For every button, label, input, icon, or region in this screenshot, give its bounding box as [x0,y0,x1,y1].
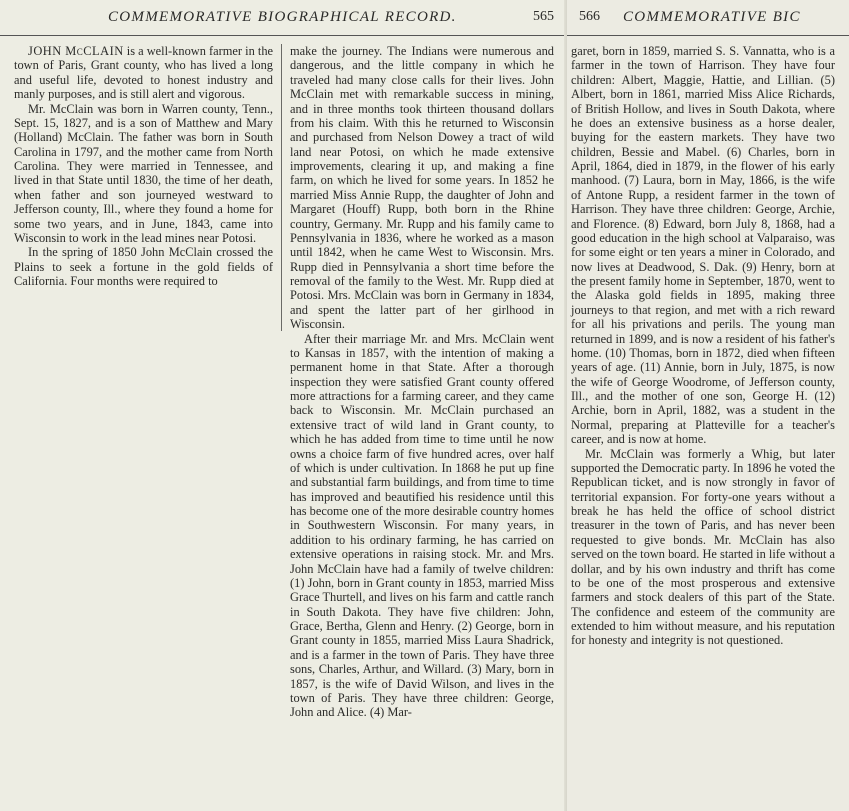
right-running-head: COMMEMORATIVE BIC [623,9,801,25]
column-divider [281,44,282,331]
subject-name: JOHN McCLAIN [28,44,124,58]
left-header-rule [0,35,567,36]
right-paragraph: Mr. McClain was formerly a Whig, but later supported the Democratic party. In 1896 he voted the Republican ticket, and is now strongly in favor of territorial expansion. For forty-one years without a break he has held the office of school district treasurer in the town of Paris, and has never been requested to give bonds. Mr. McClain has also served on the town board. He started in life without a dollar, and by his own industry and thrift has come to be one of the most prosperous and extensive farmers and stock dealers of this part of the State. The confidence and esteem of the community are extended to him without measure, and his reputation for honesty and integrity is not questioned. [571,446,835,648]
col1-paragraph: JOHN McCLAIN is a well-known farmer in the town of Paris, Grant county, who has lived a long and useful life, devoted to honest industry and manly purposes, and is still alert and vigorous. [14,44,274,102]
right-paragraph: garet, born in 1859, married S. S. Vannatta, who is a farmer in the town of Harrison. They have four children: Albert, Maggie, Hattie, and Lillian. (5) Albert, born in 1861, married Miss Alice Richards, of British Hollow, and lives in South Dakota, where he does an extensive business as a horse dealer, buying for the eastern markets. They have two children, Bessie and Mabel. (6) Charles, born in April, 1864, died in 1879, in the flower of his early manhood. (7) Laura, born in May, 1866, is the wife of Antone Rupp, a resident farmer in the town of Harrison. They have three children: George, Archie, and Florence. (8) Edward, born July 8, 1868, had a good education in the high school at Valparaiso, was for some eight or ten years a miner in Colorado, and now lives at Deadwood, S. Dak. (9) Henry, born at the present family home in September, 1870, went to the Alaska gold fields in 1895, making three journeys to that region, and met with a rich reward for all his privations and perils. The young man returned in 1899, and is now a resident of his father's home. (10) Thomas, born in 1872, died when fifteen years of age. (11) Annie, born in July, 1875, is now the wife of George Woodrome, of Jefferson county, Ill., and the mother of one son, George H. (12) Archie, born in April, 1882, was a student in the Normal, preparing at Platteville for a teacher's career, and is now at home. [571,44,835,447]
right-column [571,44,835,648]
right-page [567,0,849,811]
left-page-number: 565 [533,9,554,24]
col2-paragraph: After their marriage Mr. and Mrs. McClain went to Kansas in 1857, with the intention of making a permanent home in that State. After a thorough inspection they were satisfied Grant county offered more attractions for a farming career, and they came back to Wisconsin. Mr. McClain purchased an extensive tract of wild land in Grant county, to which he has added from time to time until he now owns a choice farm of five hundred acres, over half of which is under cultivation. In 1868 he put up fine and substantial farm buildings, and from time to time has improved and beautified his residence until this has become one of the more desirable country homes in Southwestern Wisconsin. For many years, in addition to his ordinary farming, he has carried on extensive operations in raising stock. Mr. and Mrs. John McClain have had a family of twelve children: (1) John, born in Grant county in 1853, married Miss Grace Thurtell, and lives on his farm and cattle ranch in South Dakota. They have five children: John, Grace, Bertha, Glenn and Henry. (2) George, born in Grant county in 1855, married Miss Laura Shadrick, and is a farmer in the town of Paris. They have three sons, Charles, Arthur, and Willard. (3) Mary, born in 1857, is the wife of David Wilson, and lives in the town of Paris. They have three children: George, John and Alice. (4) Mar- [290,331,555,720]
right-page-number: 566 [579,9,600,24]
col1-paragraph: In the spring of 1850 John McClain crossed the Plains to seek a fortune in the gold fields of California. Four months were required to [14,245,273,288]
left-column-1 [14,44,273,288]
col2-paragraph: make the journey. The Indians were numerous and dangerous, and the little company in which he traveled had many close calls for their lives. John McClain met with remarkable success in mining, and in three months took thirteen thousand dollars from his claim. With this he returned to Wisconsin and purchased from Nelson Dowey a tract of wild land near Potosi, on which he made extensive improvements, clearing it up, and making a fine farm, on which he lived for some years. In 1852 he married Miss Annie Rupp, the daughter of John and Margaret (Houff) Rupp, both born in the Rhine country, Germany. Mr. Rupp and his family came to Pennsylvania in 1836, where he worked as a mason until 1842, when he came West to Wisconsin. Mrs. Rupp died in Pennsylvania a short time before the removal of the family to the West. Mr. Rupp died at Potosi. Mrs. McClain was born in Germany in 1834, and spent the latter part of her girlhood in Wisconsin. [290,44,554,332]
col1-paragraph: Mr. McClain was born in Warren county, Tenn., Sept. 15, 1827, and is a son of Matthew and Mary (Holland) McClain. The father was born in South Carolina in 1797, and the mother came from North Carolina. They were married in Tennessee, and lived in that State until 1830, the time of her death, when father and son journeyed westward to Jefferson county, Ill., where they found a home for some two years, and in June, 1843, came into Wisconsin to work in the lead mines near Potosi. [14,101,273,245]
left-column-2 [290,44,554,720]
left-running-head: COMMEMORATIVE BIOGRAPHICAL RECORD. [108,9,457,25]
right-header-rule [567,35,849,36]
